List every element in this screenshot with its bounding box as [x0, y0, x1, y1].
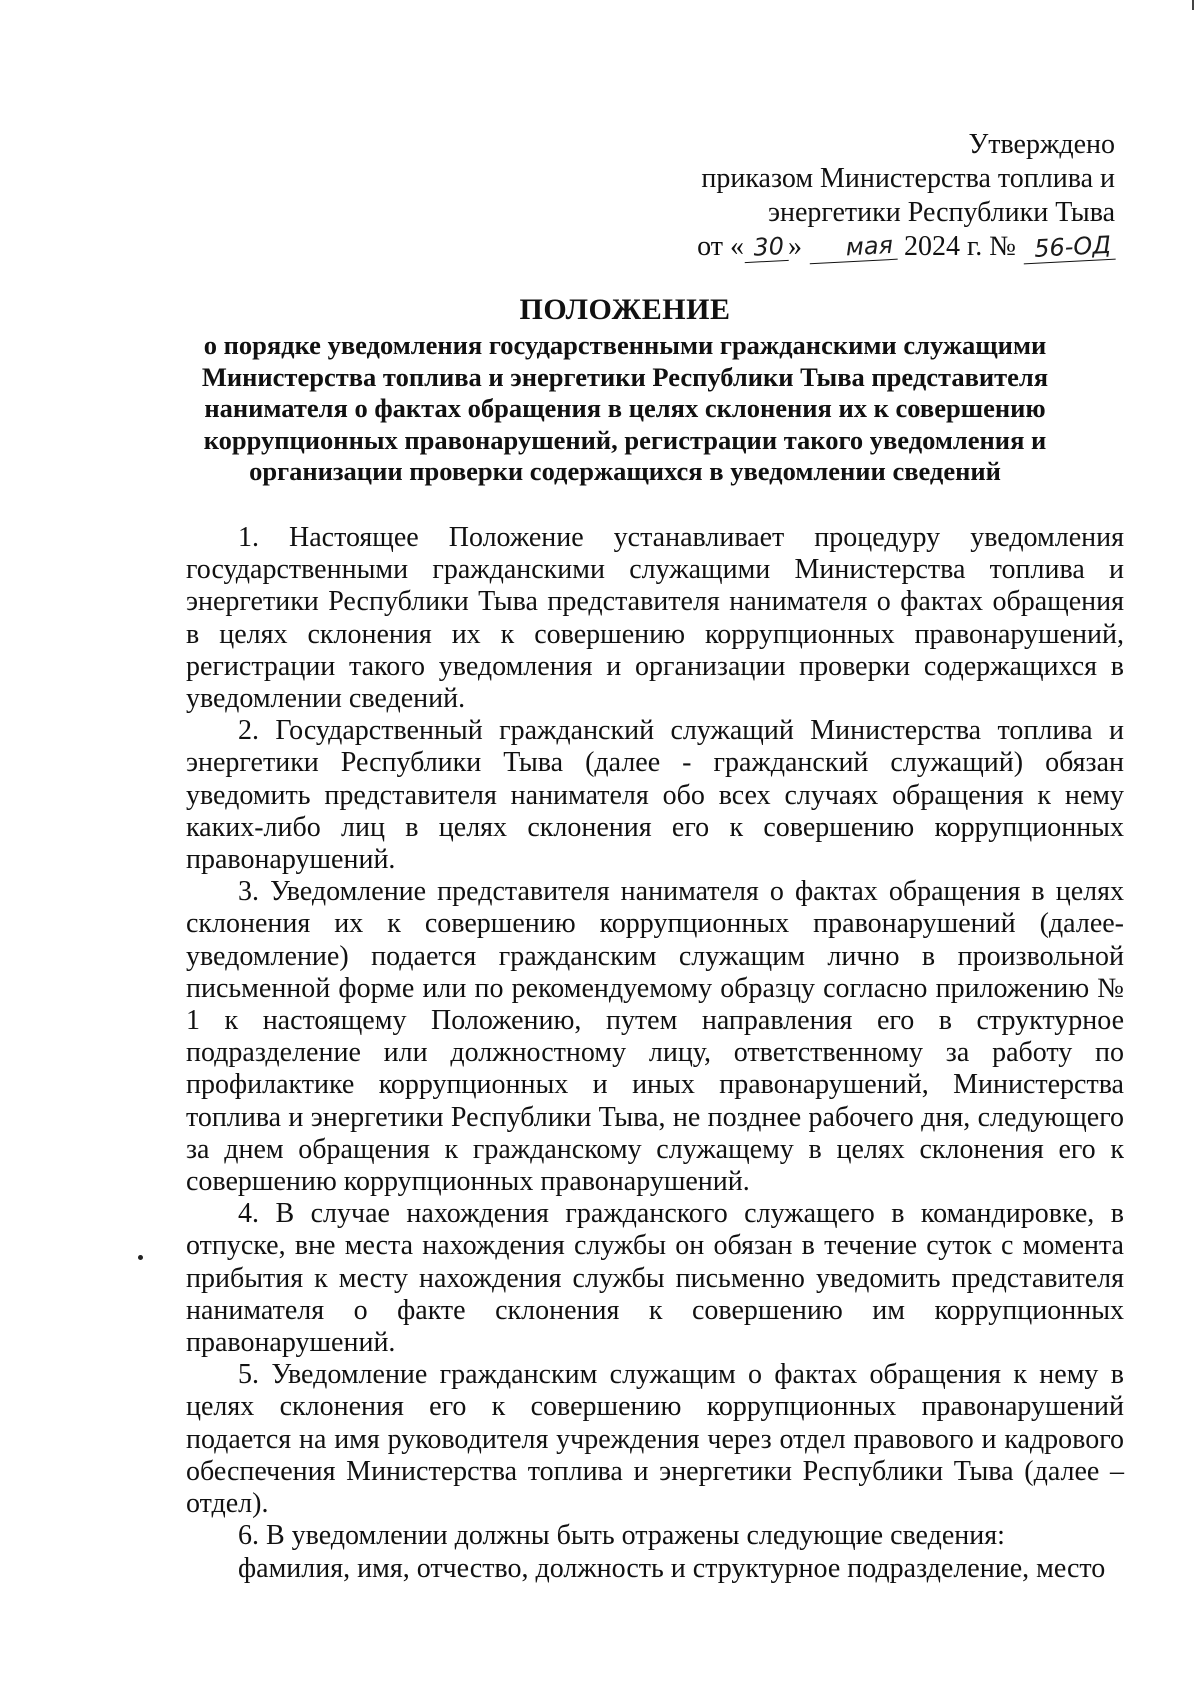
paragraph-6: 6. В уведомлении должны быть отражены следующие сведения: — [238, 1520, 1005, 1552]
paragraph-3: 3. Уведомление представителя нанимателя о фактах обращения в целях склонения их к совершению коррупционных правонарушений (далее- уведомление) подается гражданским служащим лично в произвольной письменной форме или по рекомендуемому образцу согласно приложению № 1 к настоящему Положению, путем направления его в структурное подразделение или должностному лицу, ответственному за работу по профилактике коррупционных и иных правонарушений, Министерства топлива и энергетики Республики Тыва, не позднее рабочего дня, следующего за днем обращения к гражданскому служащему в целях склонения его к совершению коррупционных правонарушений. — [186, 876, 1124, 1198]
approval-line-3: энергетики Республики Тыва — [767, 197, 1115, 228]
document-title: ПОЛОЖЕНИЕ — [519, 293, 731, 326]
handwritten-month: мая — [808, 231, 897, 265]
paragraph-2: 2. Государственный гражданский служащий Министерства топлива и энергетики Республики Тыва (далее - гражданский служащий) обязан уведомить представителя нанимателя обо всех случаях обращения к нему каких-либо лиц в целях склонения его к совершению коррупционных правонарушений. — [186, 715, 1124, 876]
paragraph-5: 5. Уведомление гражданским служащим о фактах обращения к нему в целях склонения его к совершению коррупционных правонарушений подается на имя руководителя учреждения через отдел правового и кадрового обеспечения Министерства топлива и энергетики Республики Тыва (далее – отдел). — [186, 1359, 1124, 1520]
paragraph-6-continuation: фамилия, имя, отчество, должность и структурное подразделение, место — [238, 1552, 1106, 1584]
subtitle-line: нанимателя о фактах обращения в целях склонения их к совершению — [204, 393, 1046, 423]
subtitle-line: коррупционных правонарушений, регистрации такого уведомления и — [203, 424, 1047, 455]
approval-date-line — [697, 230, 1115, 264]
subtitle-line: о порядке уведомления государственными гражданскими служащими — [203, 330, 1047, 360]
approval-line-2: приказом Министерства топлива и — [701, 163, 1115, 194]
paragraph-1: 1. Настоящее Положение устанавливает процедуру уведомления государственными гражданскими служащими Министерства топлива и энергетики Республики Тыва представителя нанимателя о фактах обращения в целях склонения их к совершению коррупционных правонарушений, регистрации такого уведомления и организации проверки содержащихся в уведомлении сведений. — [186, 522, 1124, 715]
handwritten-order-number: 56-ОД — [1022, 231, 1115, 265]
paragraph-4: 4. В случае нахождения гражданского служащего в командировке, в отпуске, вне места нахождения службы он обязан в течение суток с момента прибытия к месту нахождения службы письменно уведомить представителя нанимателя о факте склонения к совершению им коррупционных правонарушений. — [186, 1198, 1124, 1359]
subtitle-line: Министерства топлива и энергетики Республики Тыва представителя — [201, 361, 1049, 392]
approval-from-prefix: от « — [697, 231, 744, 262]
title-block — [130, 292, 1120, 488]
approval-from-mid: » — [787, 231, 802, 262]
scan-dot-mark — [138, 1255, 143, 1260]
document-body — [186, 522, 1124, 1585]
subtitle-line: организации проверки содержащихся в уведомлении сведений — [249, 456, 1001, 486]
approval-year-text: 2024 г. № — [903, 231, 1016, 262]
scan-corner-mark — [1192, 0, 1194, 10]
handwritten-day: 30 — [743, 232, 788, 263]
approval-stamp-block — [697, 128, 1115, 264]
approval-line-1: Утверждено — [968, 129, 1115, 160]
document-subtitle — [130, 330, 1120, 488]
